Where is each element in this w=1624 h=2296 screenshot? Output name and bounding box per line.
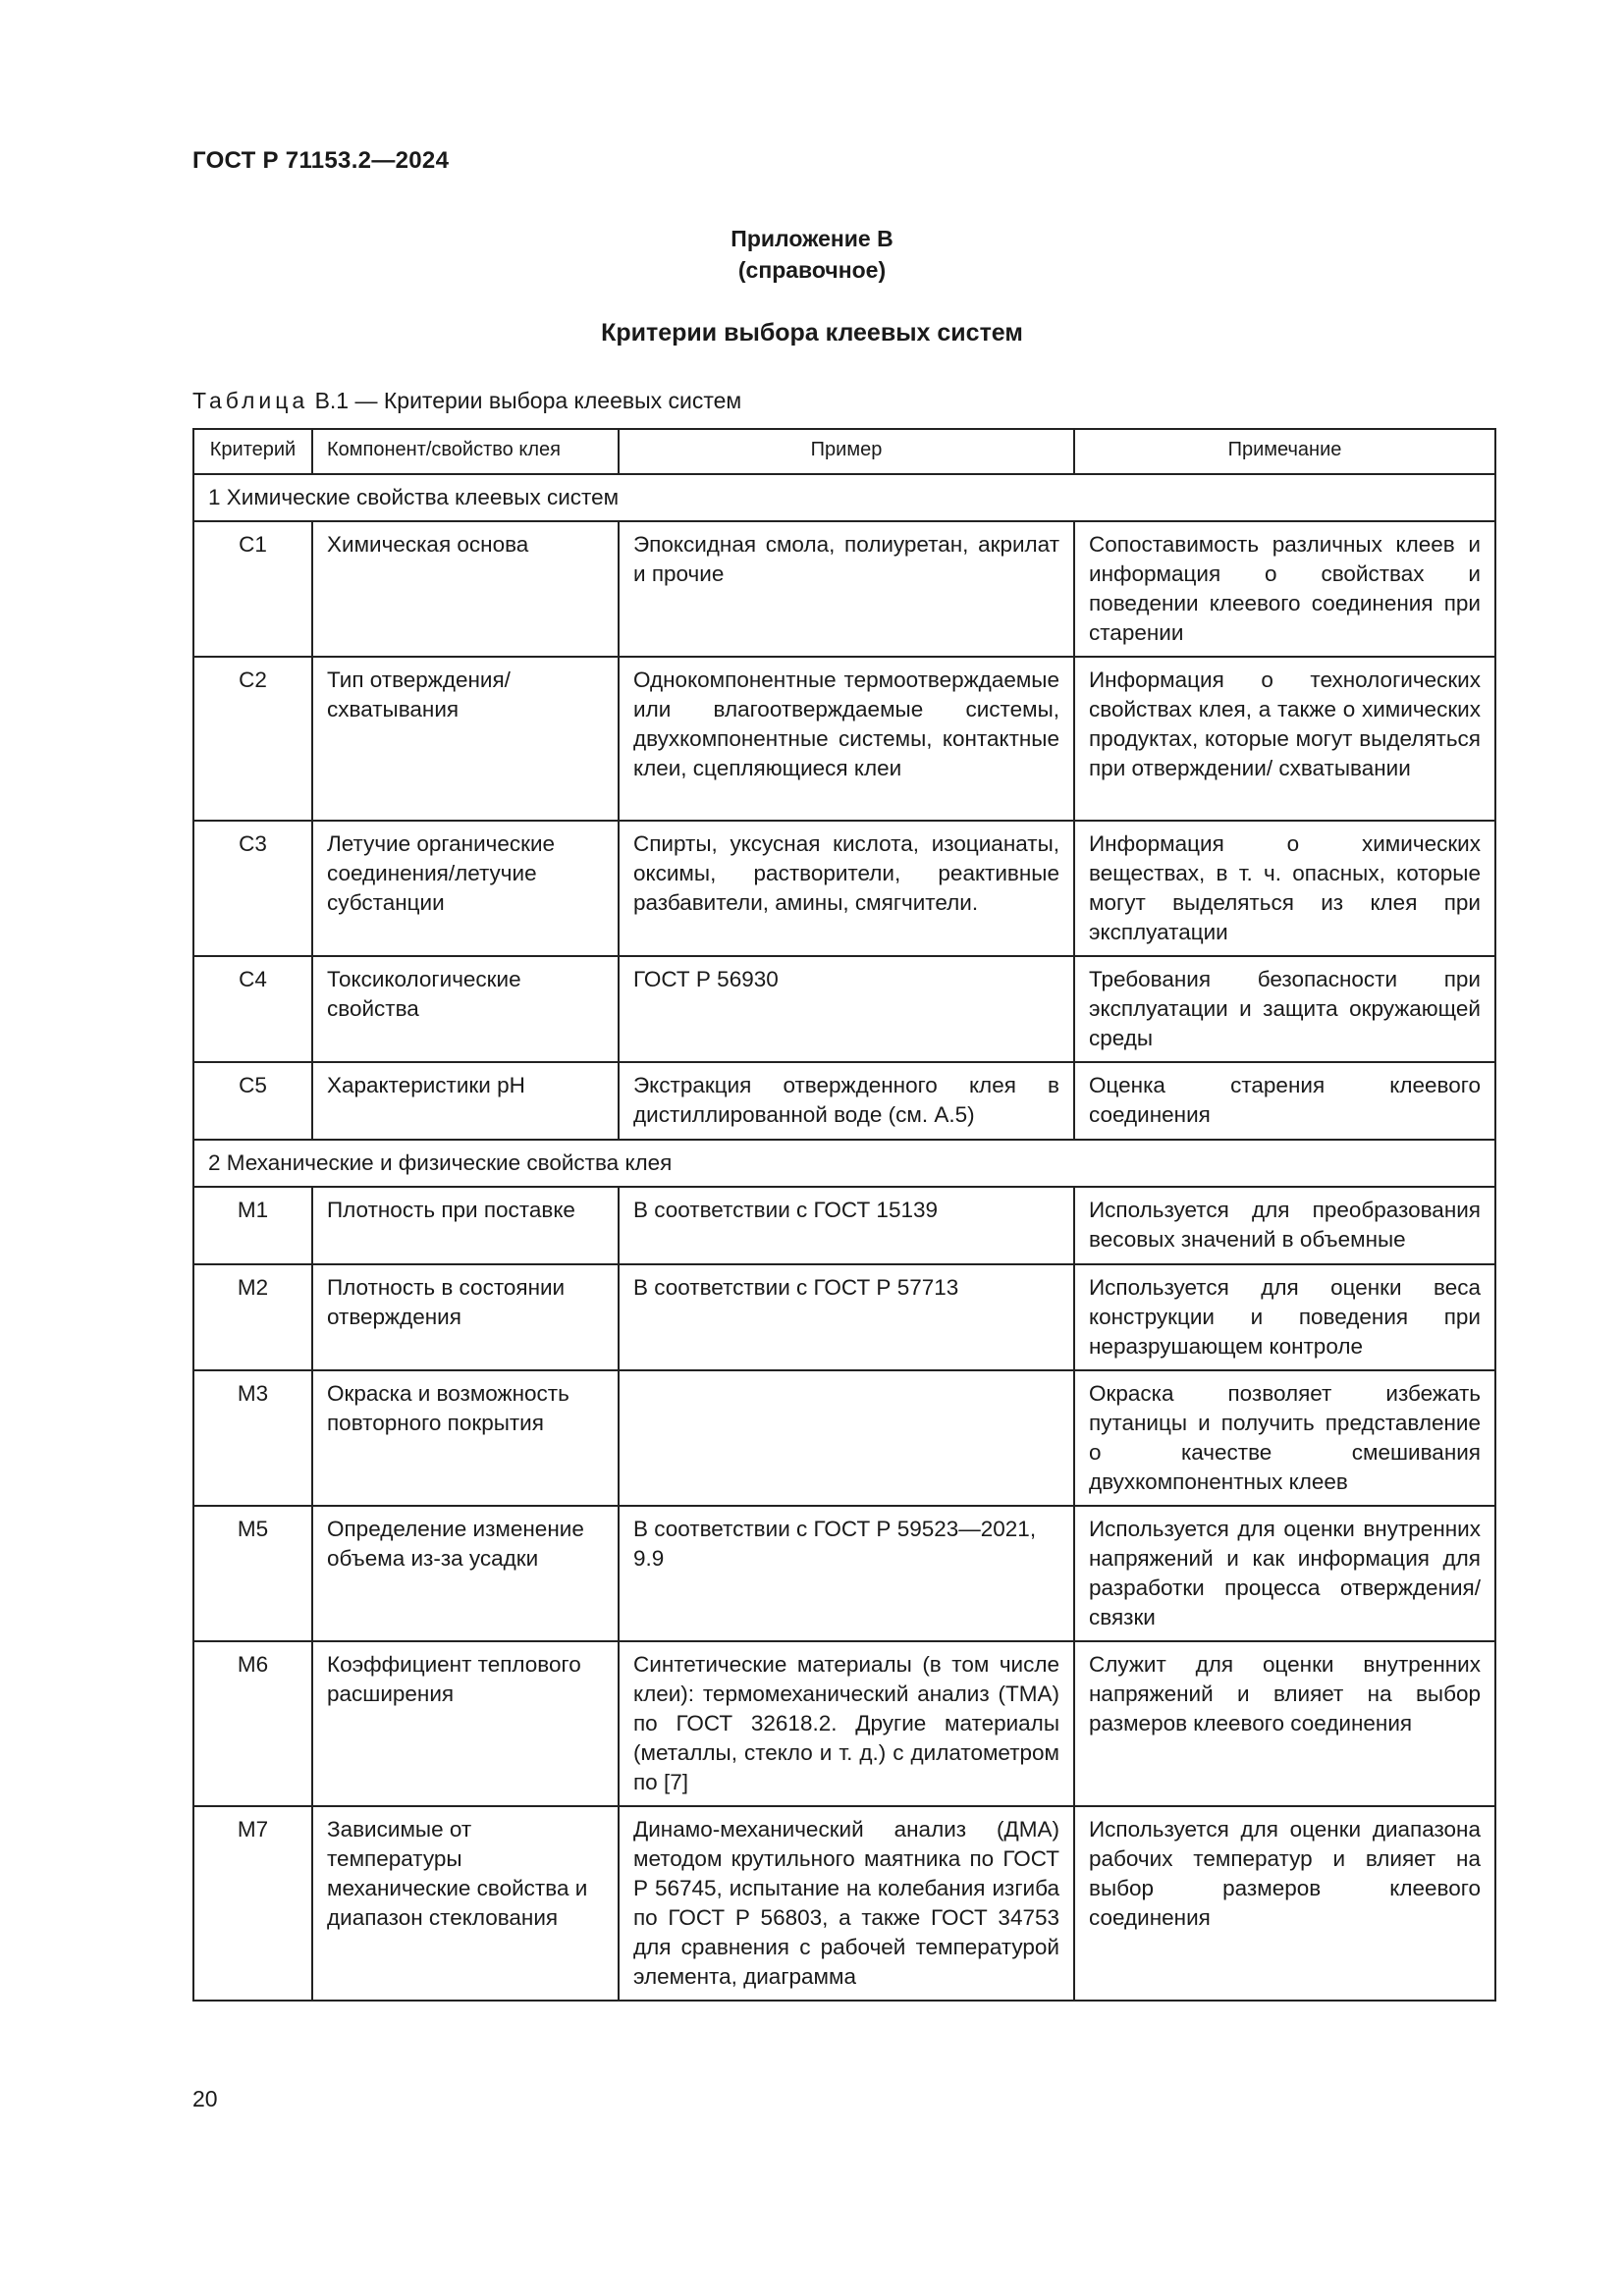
table-row: [193, 1187, 1495, 1264]
table-row: [193, 1806, 1495, 2001]
table-row: [193, 521, 1495, 657]
component-cell: Плотность при поставке: [312, 1187, 619, 1264]
note-cell: Используется для преобразования весовых значений в объемные: [1074, 1187, 1495, 1264]
example-cell: ГОСТ Р 56930: [619, 956, 1074, 1062]
component-cell: Характеристики pH: [312, 1062, 619, 1140]
note-cell: Требования безопасности при эксплуатации и защита окружающей среды: [1074, 956, 1495, 1062]
note-cell: Используется для оценки веса конструкции и поведения при неразрушающем контроле: [1074, 1264, 1495, 1370]
component-cell: Окраска и возможность повторного покрытия: [312, 1370, 619, 1506]
example-cell: [619, 1370, 1074, 1506]
component-cell: Зависимые от температуры механические свойства и диапазон стеклования: [312, 1806, 619, 2001]
example-cell: Спирты, уксусная кислота, изоцианаты, оксимы, растворители, реактивные разбавители, амины, смягчители.: [619, 821, 1074, 956]
annex-title: Приложение В: [731, 226, 893, 251]
criterion-code: М7: [193, 1806, 312, 2001]
table-row: [193, 1062, 1495, 1140]
table-row: [193, 657, 1495, 821]
table-row: [193, 1370, 1495, 1506]
component-cell: Определение изменение объема из-за усадки: [312, 1506, 619, 1641]
note-cell: Сопоставимость различных клеев и информация о свойствах и поведении клеевого соединения при старении: [1074, 521, 1495, 657]
component-cell: Тип отверждения/ схватывания: [312, 657, 619, 821]
criterion-code: М5: [193, 1506, 312, 1641]
note-cell: Информация о химических веществах, в т. ч. опасных, которые могут выделяться из клея при эксплуатации: [1074, 821, 1495, 956]
note-cell: Используется для оценки диапазона рабочих температур и влияет на выбор размеров клеевого соединения: [1074, 1806, 1495, 2001]
criterion-code: С4: [193, 956, 312, 1062]
table-caption-text: В.1 — Критерии выбора клеевых систем: [314, 388, 742, 413]
note-cell: Окраска позволяет избежать путаницы и получить представление о качестве смешивания двухкомпонентных клеев: [1074, 1370, 1495, 1506]
table-caption: [192, 388, 741, 414]
table-row: [193, 956, 1495, 1062]
component-cell: Коэффициент теплового расширения: [312, 1641, 619, 1806]
criterion-code: С1: [193, 521, 312, 657]
header-criterion: Критерий: [193, 429, 312, 474]
note-cell: Служит для оценки внутренних напряжений и влияет на выбор размеров клеевого соединения: [1074, 1641, 1495, 1806]
example-cell: Экстракция отвержденного клея в дистиллированной воде (см. А.5): [619, 1062, 1074, 1140]
table-row: [193, 1506, 1495, 1641]
criteria-table: [192, 428, 1496, 2002]
example-cell: В соответствии с ГОСТ Р 59523—2021, 9.9: [619, 1506, 1074, 1641]
header-component: Компонент/свойство клея: [312, 429, 619, 474]
page-number: 20: [192, 2086, 218, 2111]
criterion-code: М1: [193, 1187, 312, 1264]
table-row: [193, 821, 1495, 956]
example-cell: Динамо-механический анализ (ДМА) методом крутильного маятника по ГОСТ Р 56745, испытание на колебания изгиба по ГОСТ Р 56803, а также ГОСТ 34753 для сравнения с рабочей температурой элемента, диаграмма: [619, 1806, 1074, 2001]
criterion-code: С3: [193, 821, 312, 956]
component-cell: Летучие органические соединения/летучие субстанции: [312, 821, 619, 956]
group-title: 2 Механические и физические свойства клея: [193, 1140, 1495, 1187]
note-cell: Оценка старения клеевого соединения: [1074, 1062, 1495, 1140]
note-cell: Используется для оценки внутренних напряжений и как информация для разработки процесса отверждения/связки: [1074, 1506, 1495, 1641]
section-title: Критерии выбора клеевых систем: [601, 319, 1023, 347]
table-row: [193, 1641, 1495, 1806]
component-cell: Химическая основа: [312, 521, 619, 657]
group-row: [193, 474, 1495, 521]
example-cell: В соответствии с ГОСТ Р 57713: [619, 1264, 1074, 1370]
component-cell: Плотность в состоянии отверждения: [312, 1264, 619, 1370]
example-cell: Эпоксидная смола, полиуретан, акрилат и прочие: [619, 521, 1074, 657]
criterion-code: М3: [193, 1370, 312, 1506]
header-example: Пример: [619, 429, 1074, 474]
table-caption-label: Таблица: [192, 388, 309, 413]
criterion-code: С2: [193, 657, 312, 821]
criterion-code: М6: [193, 1641, 312, 1806]
annex-kind: (справочное): [737, 257, 887, 283]
group-row: [193, 1140, 1495, 1187]
example-cell: Однокомпонентные термоотверждаемые или влагоотверждаемые системы, двухкомпонентные системы, контактные клеи, сцепляющиеся клеи: [619, 657, 1074, 821]
example-cell: В соответствии с ГОСТ 15139: [619, 1187, 1074, 1264]
table-header-row: [193, 429, 1495, 474]
standard-id: ГОСТ Р 71153.2—2024: [192, 147, 450, 174]
criterion-code: М2: [193, 1264, 312, 1370]
group-title: 1 Химические свойства клеевых систем: [193, 474, 1495, 521]
component-cell: Токсикологические свойства: [312, 956, 619, 1062]
criterion-code: С5: [193, 1062, 312, 1140]
note-cell: Информация о технологических свойствах клея, а также о химических продуктах, которые могут выделяться при отверждении/ схватывании: [1074, 657, 1495, 821]
table-row: [193, 1264, 1495, 1370]
header-note: Примечание: [1074, 429, 1495, 474]
example-cell: Синтетические материалы (в том числе клеи): термомеханический анализ (ТМА) по ГОСТ 32618.2. Другие материалы (металлы, стекло и т. д.) с дилатометром по [7]: [619, 1641, 1074, 1806]
